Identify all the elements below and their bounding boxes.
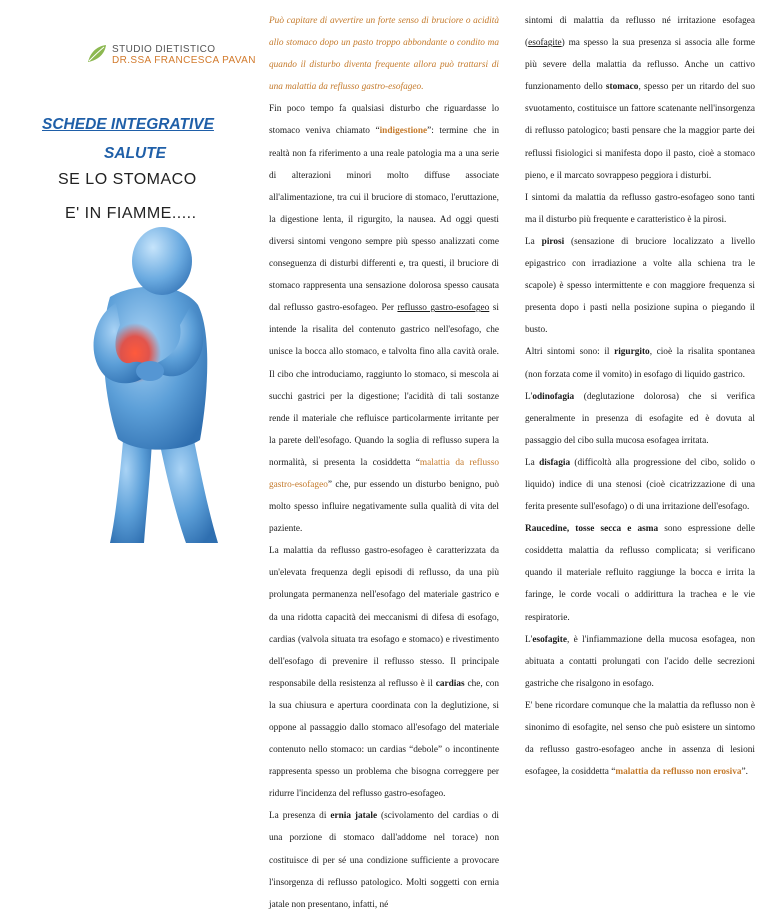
studio-logo (112, 44, 256, 66)
text: E' bene ricordare comunque che la malattia da reflusso non è sinonimo di esofagite, nel senso che può esistere un sintomo da reflusso gastro-esofageo anche in assenza di lesioni esofagee, la cosiddetta “ (525, 700, 755, 778)
text-column-1 (269, 10, 499, 916)
text: La malattia da reflusso gastro-esofageo è caratterizzata da un'elevata frequenza degli episodi di reflusso, da una più prolungata permanenza nell'esofago del materiale gastrico e da una ridotta capacità dei meccanismi di difesa di esofago, cardias (valvola situata tra esofago e stomaco) e rivestimento dell'esofago di prevenire il reflusso stesso. Il principale responsabile della resistenza al reflusso è il (269, 546, 499, 689)
paragraph-sintomi: I sintomi da malattia da reflusso gastro-esofageo sono tanti ma il disturbo più frequente e caratteristico è la pirosi. (525, 192, 755, 225)
cover-column (0, 0, 262, 543)
underline-reflusso: reflusso gastro-esofageo (397, 303, 490, 314)
bold-rigurgito: rigurgito (614, 347, 650, 358)
leaf-logo-icon (85, 42, 109, 66)
text: (sensazione di bruciore localizzato a livello epigastrico con irradiazione a volte alla schiena tra le scapole) è spesso intermittente e con maggiore frequenza si presenta dopo i pasti nella posizione supina o piegando il busto. (525, 236, 755, 336)
text: L' (525, 391, 533, 402)
text: Altri sintomi sono: il (525, 347, 615, 358)
text: (scivolamento del cardias o di una porzione di stomaco dall'addome nel torace) non costituisce di per sé una condizione sufficiente a provocare l'insorgenza di reflusso patologico. Molti soggetti con ernia jatale non presentano, infatti, né (269, 811, 499, 910)
paragraph-esofagite (525, 629, 755, 695)
bold-cardias: cardias (435, 678, 465, 689)
text: (deglutazione dolorosa) che si verifica generalmente in presenza di esofagite ed è dovuta al passaggio del cibo sulla mucosa esofagea irritata. (525, 391, 755, 446)
text: (difficoltà alla progressione del cibo, solido o liquido) indice di una stenosi (cioè cicatrizzazione di una ferita presente sull'esofago) o di una irritazione dell'esofago. (525, 457, 755, 513)
paragraph-indigestione (269, 98, 499, 540)
paragraph-raucedine (525, 518, 755, 628)
text: La (525, 236, 542, 247)
paragraph-non-erosiva (525, 695, 755, 783)
highlight-indigestione: indigestione (379, 126, 428, 137)
main-title-line-1: SE LO STOMACO (58, 171, 197, 188)
paragraph-pirosi (525, 231, 755, 341)
schede-integrative-title: SCHEDE INTEGRATIVE (42, 116, 214, 133)
bold-disfagia: disfagia (539, 457, 571, 468)
highlight-malattia-reflusso: malattia da reflusso gastro-esofageo (269, 457, 499, 490)
text: ) ma spesso la sua presenza si associa alle forme più severe della malattia da reflusso. Anche un cattivo funzionamento dello (525, 38, 755, 93)
text: che, con la sua chiusura e apertura coordinata con la deglutizione, si oppone al passaggio dallo stomaco all'esofago del materiale contenuto nello stomaco: un cardias “debole” o incontinente rappresenta spesso un problema che bisogna correggere per ridurre l'incidenza del reflusso gastro-esofageo. (269, 678, 499, 800)
paragraph-disfagia (525, 452, 755, 518)
3d-man-holding-stomach-illustration (40, 225, 245, 543)
logo-line-1: STUDIO DIETISTICO (112, 44, 216, 55)
intro-paragraph: Può capitare di avvertire un forte senso di bruciore o acidità allo stomaco dopo un pasto troppo abbondante o condito ma quando il disturbo diventa frequente allora può trattarsi di una malattia da reflusso gastro-esofageo. (269, 16, 499, 93)
text: La (525, 457, 540, 468)
bold-stomaco: stomaco (605, 82, 639, 93)
text: sono espressione delle cosiddetta malattia da reflusso complicata; si verificano quando il materiale refluito raggiunge la bocca e irrita la faringe, le corde vocali o addirittura la trachea e le vie respiratorie. (525, 524, 755, 623)
text: sintomi di malattia da reflusso né irritazione esofagea ( (525, 16, 755, 49)
text: , cioè la risalita spontanea (non forzata come il vomito) in esofago di liquido gastrico. (525, 347, 755, 380)
text: si intende la risalita del contenuto gastrico nell'esofago, che unisce la bocca allo stomaco, e talvolta fino alla cavità orale. Il cibo che introduciamo, raggiunto lo stomaco, si mescola ai succhi gastrici per la digestione; l'acidità di tali sostanze rende il materiale che refluisce particolarmente irritante per la parete dell'esofago. Quando la soglia di reflusso supera la normalità, si presenta la cosiddetta “ (269, 303, 499, 468)
text: La presenza di (269, 811, 331, 822)
bold-ernia-jatale: ernia jatale (330, 811, 378, 822)
paragraph-ernia (269, 805, 499, 915)
underline-esofagite: esofagite (528, 38, 562, 49)
bold-esofagite: esofagite (532, 634, 567, 645)
bold-pirosi: pirosi (541, 236, 565, 247)
paragraph-rigurgito (525, 341, 755, 385)
text: ” che, pur essendo un disturbo benigno, può molto spesso influire negativamente sulla qualità di vita del paziente. (269, 479, 499, 535)
salute-title: SALUTE (104, 145, 166, 162)
text: , è l'infiammazione della mucosa esofagea, non abituata a contatti prolungati con l'acido delle secrezioni gastriche che risalgono in esofago. (525, 634, 755, 689)
paragraph-odinofagia (525, 386, 755, 452)
text-column-2 (525, 10, 755, 783)
text: ”. (741, 767, 748, 778)
text: ”: termine che in realtà non fa riferimento a una reale patologia ma a una serie di alterazioni minori molto diffuse associate all'alimentazione, tra cui il bruciore di stomaco, l'eruttazione, la digestione lenta, il rigurgito, la nausea. Ad oggi questi diversi sintomi vengono sempre più spesso analizzati come conseguenza di disturbi differenti e, tra questi, il bruciore di stomaco rappresenta una sensazione dolorosa spesso causata dal reflusso gastro-esofageo. Per (269, 126, 499, 314)
logo-line-2: DR.SSA FRANCESCA PAVAN (112, 55, 256, 66)
paragraph-esofagite-intro (525, 10, 755, 187)
main-title-line-2: E' IN FIAMME..... (65, 205, 197, 222)
highlight-non-erosiva: malattia da reflusso non erosiva (615, 767, 742, 778)
text: Fin poco tempo fa qualsiasi disturbo che riguardasse lo stomaco veniva chiamato “ (269, 104, 499, 137)
text: , spesso per un ritardo del suo svuotamento, costituisce un fattore scatenante nell'insorgenza di reflusso patologico; basti pensare che la maggior parte dei reflussi fisiologici si manifesta dopo il pasto, cioè a stomaco pieno, e il marcato sovrappeso peggiora i disturbi. (525, 82, 755, 181)
bold-raucedine: Raucedine, tosse secca e asma (525, 524, 659, 535)
paragraph-cardias (269, 540, 499, 805)
text: L' (525, 634, 533, 645)
bold-odinofagia: odinofagia (532, 391, 575, 402)
